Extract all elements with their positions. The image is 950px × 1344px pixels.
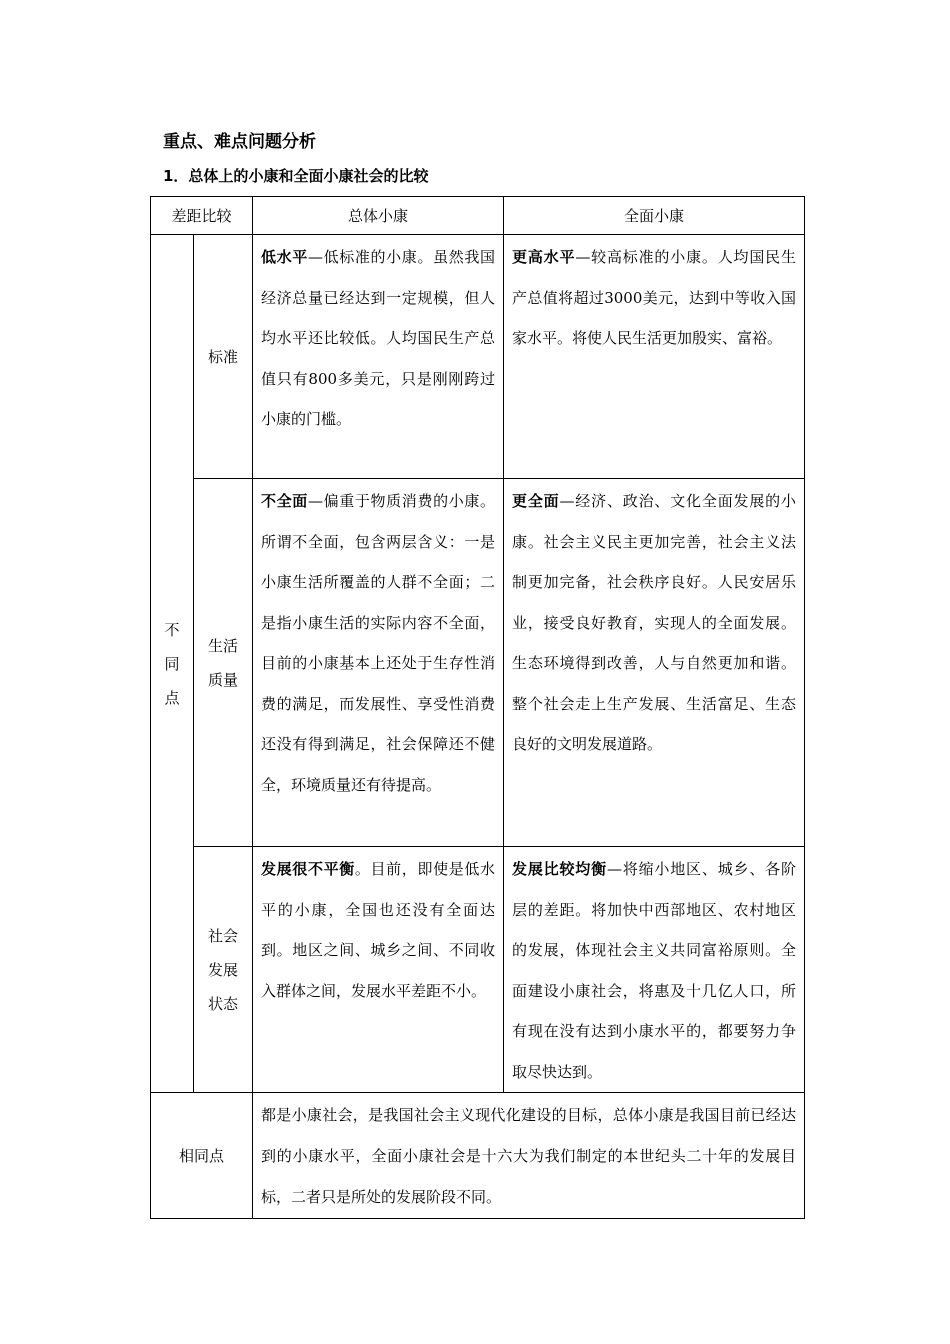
header-gap-comparison: 差距比较: [151, 197, 253, 235]
overall-cell: 低水平—低标准的小康。虽然我国经济总量已经达到一定规模，但人均水平还比较低。人均国民生产总值只有800多美元，只是刚刚跨过小康的门槛。: [253, 235, 504, 479]
header-overall-xiaokang: 总体小康: [253, 197, 504, 235]
table-row: [151, 847, 805, 1093]
header-full-xiaokang: 全面小康: [504, 197, 805, 235]
table-row: [151, 479, 805, 847]
table-header-row: [151, 197, 805, 235]
row-label: 生活质量: [194, 479, 253, 847]
comparison-table: [150, 196, 805, 1219]
group-label-differences: 不同点: [151, 235, 194, 1093]
full-cell: 更全面—经济、政治、文化全面发展的小康。社会主义民主更加完善，社会主义法制更加完备，社会秩序良好。人民安居乐业，接受良好教育，实现人的全面发展。生态环境得到改善，人与自然更加和谐。整个社会走上生产发展、生活富足、生态良好的文明发展道路。: [504, 479, 805, 847]
full-cell: 发展比较均衡—将缩小地区、城乡、各阶层的差距。将加快中西部地区、农村地区的发展，体现社会主义共同富裕原则。全面建设小康社会，将惠及十几亿人口，所有现在没有达到小康水平的，都要努力争取尽快达到。: [504, 847, 805, 1093]
full-cell: 更高水平—较高标准的小康。人均国民生产总值将超过3000美元，达到中等收入国家水平。将使人民生活更加殷实、富裕。: [504, 235, 805, 479]
same-cell: 都是小康社会，是我国社会主义现代化建设的目标，总体小康是我国目前已经达到的小康水平，全面小康社会是十六大为我们制定的本世纪头二十年的发展目标，二者只是所处的发展阶段不同。: [253, 1093, 805, 1219]
table-row: [151, 1093, 805, 1219]
overall-cell: 不全面—偏重于物质消费的小康。所谓不全面，包含两层含义：一是小康生活所覆盖的人群不全面；二是指小康生活的实际内容不全面，目前的小康基本上还处于生存性消费的满足，而发展性、享受性消费还没有得到满足，社会保障还不健全，环境质量还有待提高。: [253, 479, 504, 847]
row-label-same: 相同点: [151, 1093, 253, 1219]
table-caption: 1．总体上的小康和全面小康社会的比较: [163, 167, 429, 185]
table-row: [151, 235, 805, 479]
section-heading: 重点、难点问题分析: [163, 132, 316, 152]
row-label: 社会发展状态: [194, 847, 253, 1093]
overall-cell: 发展很不平衡。目前，即使是低水平的小康，全国也还没有全面达到。地区之间、城乡之间、不同收入群体之间，发展水平差距不小。: [253, 847, 504, 1093]
row-label: 标准: [194, 235, 253, 479]
